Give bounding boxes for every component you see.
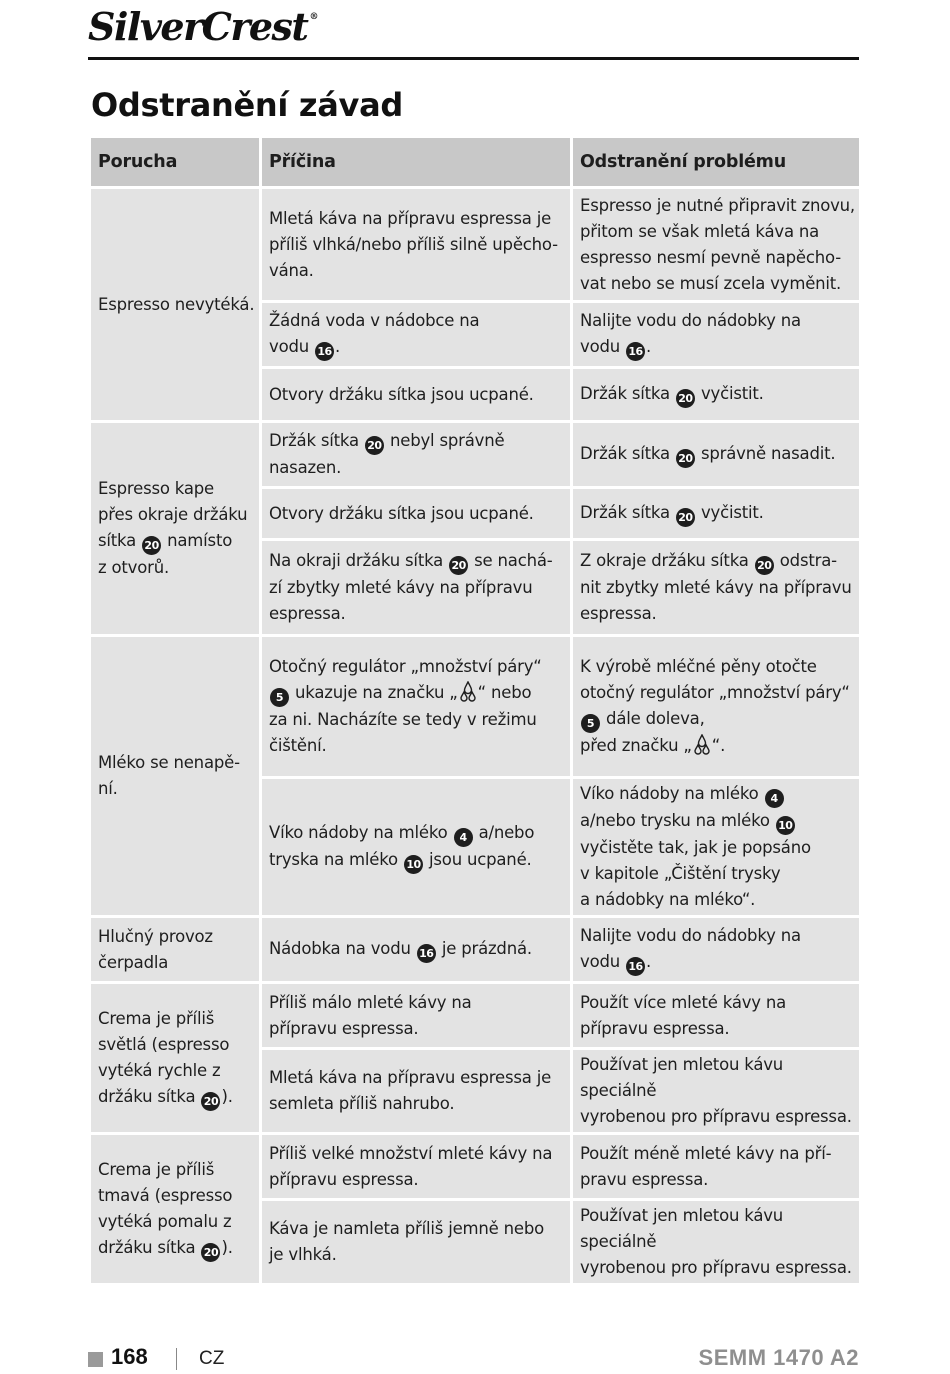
remedy-cell: [573, 303, 859, 369]
troubleshooting-table: [91, 138, 859, 1286]
cause-cell: [262, 1201, 573, 1286]
circled-number-icon: 20: [676, 449, 695, 468]
fault-cell-text: Hlučný provoz čerpadla: [98, 926, 213, 972]
cause-cell: [262, 1050, 573, 1135]
model-number: SEMM 1470 A2: [698, 1345, 859, 1370]
table-row: [91, 984, 859, 1050]
cause-cell-text: Mletá káva na přípravu espressa je příliš vlhká/nebo příliš silně upěcho- vána.: [269, 208, 558, 280]
cause-cell: [262, 489, 573, 541]
remedy-cell-text: Víko nádoby na mléko 4 a/nebo trysku na mléko 10 vyčistěte tak, jak je popsáno v kapitole „Čištění trysky a nádobky na mléko“.: [580, 784, 811, 909]
fault-cell: [91, 984, 262, 1135]
remedy-cell-text: Nalijte vodu do nádobky na vodu 16 .: [580, 923, 859, 976]
circled-number-icon: 5: [270, 688, 289, 707]
remedy-cell-text: Držák sítka 20 správně nasadit.: [580, 441, 859, 468]
cause-cell: [262, 1135, 573, 1201]
remedy-cell: [573, 189, 859, 303]
remedy-cell-text: Espresso je nutné připravit znovu, přitom se však mletá káva na espresso nesmí pevně napěcho- vat nebo se musí zcela vyměnit.: [580, 195, 855, 293]
remedy-cell-text: K výrobě mléčné pěny otočte otočný regulátor „množství páry“ 5 dále doleva, před značku „ “.: [580, 657, 850, 755]
cleaning-drops-icon: [693, 734, 711, 756]
cleaning-drops-icon: [459, 681, 477, 703]
cause-cell-text: Otvory držáku sítka jsou ucpané.: [269, 384, 534, 404]
cause-cell: [262, 541, 573, 637]
brand-logo: SilverCrest ®: [88, 4, 317, 49]
circled-number-icon: 20: [449, 556, 468, 575]
cause-cell-text: Příliš málo mleté kávy na přípravu espressa.: [269, 992, 472, 1038]
remedy-cell: [573, 1201, 859, 1286]
table-row: [91, 423, 859, 489]
table-header: [91, 138, 859, 189]
cause-cell: [262, 779, 573, 918]
remedy-cell-text: Používat jen mletou kávu speciálně vyrobenou pro přípravu espressa.: [580, 1206, 852, 1277]
remedy-cell-text: Použít méně mleté kávy na pří- pravu espressa.: [580, 1143, 832, 1189]
cause-cell-text: Nádobka na vodu 16 je prázdná.: [269, 936, 570, 963]
cause-cell-text: Držák sítka 20 nebyl správně nasazen.: [269, 431, 505, 477]
circled-number-icon: 16: [417, 944, 436, 963]
fault-cell-text: Mléko se nenapě- ní.: [98, 753, 240, 798]
cause-cell-text: Mletá káva na přípravu espressa je semleta příliš nahrubo.: [269, 1068, 552, 1113]
table-row: [91, 1135, 859, 1201]
table-row: [91, 637, 859, 779]
circled-number-icon: 20: [142, 536, 161, 555]
circled-number-icon: 20: [201, 1243, 220, 1262]
circled-number-icon: 10: [404, 855, 423, 874]
footer-square: [88, 1352, 103, 1367]
remedy-cell: [573, 423, 859, 489]
remedy-cell-text: Z okraje držáku sítka 20 odstra- nit zbytky mleté kávy na přípravu espressa.: [580, 551, 852, 623]
table-body: [91, 189, 859, 1286]
cause-cell-text: Káva je namleta příliš jemně nebo je vlhká.: [269, 1219, 545, 1264]
cause-cell: [262, 189, 573, 303]
circled-number-icon: 16: [626, 957, 645, 976]
remedy-cell: [573, 637, 859, 779]
remedy-cell-text: Použít více mleté kávy na přípravu espressa.: [580, 992, 787, 1038]
cause-cell: [262, 637, 573, 779]
fault-cell: [91, 189, 262, 423]
remedy-cell: [573, 779, 859, 918]
circled-number-icon: 20: [365, 436, 384, 455]
cause-cell-text: Otočný regulátor „množství páry“ 5 ukazuje na značku „ “ nebo za ni. Nacházíte se tedy v režimu čištění.: [269, 657, 542, 755]
cause-cell-text: Příliš velké množství mleté kávy na přípravu espressa.: [269, 1143, 553, 1189]
remedy-cell-text: Držák sítka 20 vyčistit.: [580, 500, 859, 527]
remedy-cell: [573, 369, 859, 423]
fault-cell-text: Crema je příliš světlá (espresso vytéká rychle z držáku sítka 20 ).: [98, 1006, 259, 1111]
fault-cell-text: Espresso nevytéká.: [98, 294, 255, 314]
page-title: Odstranění závad: [91, 86, 403, 124]
language-code: CZ: [199, 1348, 225, 1369]
cause-cell-text: Žádná voda v nádobce na vodu 16 .: [269, 308, 570, 361]
cause-cell-text: Otvory držáku sítka jsou ucpané.: [269, 503, 534, 523]
column-header-fault: Porucha: [91, 138, 262, 189]
fault-cell-text: Espresso kape přes okraje držáku sítka 20 namísto z otvorů.: [98, 479, 248, 577]
cause-cell: [262, 423, 573, 489]
column-header-cause: Příčina: [262, 138, 573, 189]
cause-cell: [262, 369, 573, 423]
remedy-cell: [573, 1050, 859, 1135]
circled-number-icon: 16: [626, 342, 645, 361]
remedy-cell: [573, 1135, 859, 1201]
fault-cell-text: Crema je příliš tmavá (espresso vytéká pomalu z držáku sítka 20 ).: [98, 1157, 259, 1262]
circled-number-icon: 4: [454, 828, 473, 847]
circled-number-icon: 20: [755, 556, 774, 575]
table-row: [91, 189, 859, 303]
remedy-cell: [573, 984, 859, 1050]
circled-number-icon: 5: [581, 714, 600, 733]
page-number: 168: [111, 1344, 148, 1369]
remedy-cell: [573, 541, 859, 637]
cause-cell: [262, 918, 573, 984]
cause-cell-text: Víko nádoby na mléko 4 a/nebo tryska na mléko 10 jsou ucpané.: [269, 820, 570, 874]
cause-cell: [262, 984, 573, 1050]
remedy-cell-text: Používat jen mletou kávu speciálně vyrobenou pro přípravu espressa.: [580, 1055, 852, 1126]
circled-number-icon: 4: [765, 789, 784, 808]
fault-cell: [91, 423, 262, 637]
cause-cell-text: Na okraji držáku sítka 20 se nachá- zí zbytky mleté kávy na přípravu espressa.: [269, 551, 553, 623]
table-row: [91, 918, 859, 984]
remedy-cell: [573, 489, 859, 541]
circled-number-icon: 20: [676, 508, 695, 527]
cause-cell: [262, 303, 573, 369]
footer-separator: [176, 1348, 177, 1370]
remedy-cell: [573, 918, 859, 984]
column-header-remedy: Odstranění problému: [573, 138, 859, 189]
fault-cell: [91, 918, 262, 984]
fault-cell: [91, 637, 262, 918]
circled-number-icon: 16: [315, 342, 334, 361]
circled-number-icon: 10: [776, 816, 795, 835]
remedy-cell-text: Nalijte vodu do nádobky na vodu 16 .: [580, 308, 859, 361]
circled-number-icon: 20: [676, 389, 695, 408]
header-rule: [88, 57, 859, 60]
circled-number-icon: 20: [201, 1092, 220, 1111]
fault-cell: [91, 1135, 262, 1286]
remedy-cell-text: Držák sítka 20 vyčistit.: [580, 381, 859, 408]
